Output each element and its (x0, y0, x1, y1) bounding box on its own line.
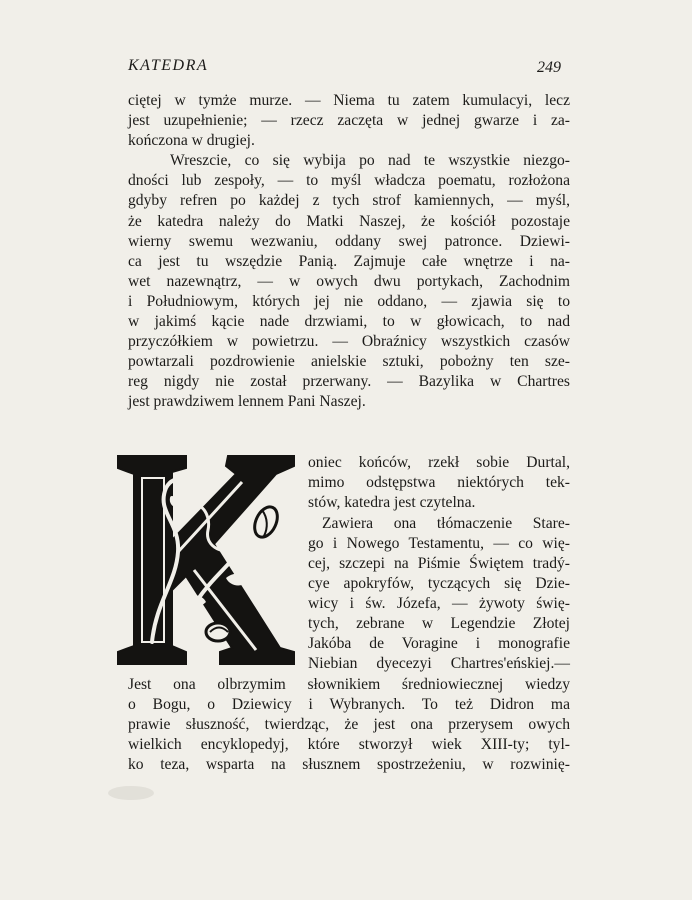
text-line: oniec końców, rzekł sobie Durtal, (308, 454, 570, 471)
text-line: wet nazewnątrz, — w owych dwu portykach, Zachodnim (128, 272, 570, 290)
text-line: i Południowym, których jej nie oddano, — zjawia się to (128, 292, 570, 310)
text-line: o Bogu, o Dziewicy i Wybranych. To też Didron ma (128, 696, 570, 714)
text-line: jest prawdziwem lennem Pani Naszej. (128, 393, 366, 411)
text-line: reg nigdy nie został przerwany. — Bazylika w Chartres (128, 373, 570, 391)
text-line: go i Nowego Testamentu, — co wię- (308, 535, 570, 552)
text-line: cej, szczepi na Piśmie Świętem tradý- (308, 555, 570, 572)
text-line: kończona w drugiej. (128, 132, 255, 150)
ornamental-initial-k-icon (116, 452, 298, 668)
paragraph-bottom (128, 675, 570, 775)
text-line: w jakimś kącie nade drzwiami, to w głowicach, to nad (128, 313, 570, 331)
text-line: wicy i św. Józefa, — żywoty świę- (308, 595, 570, 612)
paper-stain (108, 786, 154, 800)
paragraph-top (128, 91, 570, 413)
text-line: Zawiera ona tłómaczenie Stare- (322, 515, 570, 532)
text-line: powtarzali pozdrowienie anielskie sztuki, pobożny ten sze- (128, 353, 570, 371)
page-number: 249 (537, 59, 561, 76)
text-line: ko teza, wsparta na słusznem spostrzeżeniu, w rozwinię- (128, 756, 570, 774)
text-line: Niebian dyecezyi Chartres'eńskiej.— (308, 655, 570, 672)
text-line: Wreszcie, co się wybija po nad te wszystkie niezgo- (170, 152, 570, 170)
text-line: przyczółkiem w powietrzu. — Obraźnicy wszystkich czasów (128, 333, 570, 351)
text-line: prawie słuszność, twierdząc, że jest ona przerysem owych (128, 716, 570, 734)
text-line: wielkich encyklopedyj, które stworzył wiek XIII-ty; tyl- (128, 736, 570, 754)
text-line: ciętej w tymże murze. — Niema tu zatem kumulacyi, lecz (128, 92, 570, 109)
text-line: że katedra należy do Matki Naszej, że kościół pozostaje (128, 212, 570, 230)
text-line: jest uzupełnienie; — rzecz zaczęta w jednej gwarze i za- (128, 112, 570, 130)
text-line: dności lub zespoły, — to myśl władcza poematu, rozłożona (128, 172, 570, 190)
text-line: tych, zebrane w Legendzie Złotej (308, 615, 570, 632)
text-line: cye apokryfów, tyczących się Dzie- (308, 575, 570, 592)
text-line: Jest ona olbrzymim słownikiem średniowiecznej wiedzy (128, 676, 570, 693)
text-line: stów, katedra jest czytelna. (308, 494, 476, 511)
text-line: mimo odstępstwa niektórych tek- (308, 474, 570, 491)
running-head: KATEDRA (128, 57, 209, 74)
text-line: Jakóba de Voragine i monografie (308, 635, 570, 652)
text-line: wierny swemu wezwaniu, oddany swej patronce. Dziewi- (128, 232, 570, 250)
text-line: ca jest tu wszędzie Panią. Zajmuje całe wnętrze i na- (128, 252, 570, 270)
text-line: gdyby refren po każdej z tych strof kamiennych, — myśl, (128, 192, 570, 210)
